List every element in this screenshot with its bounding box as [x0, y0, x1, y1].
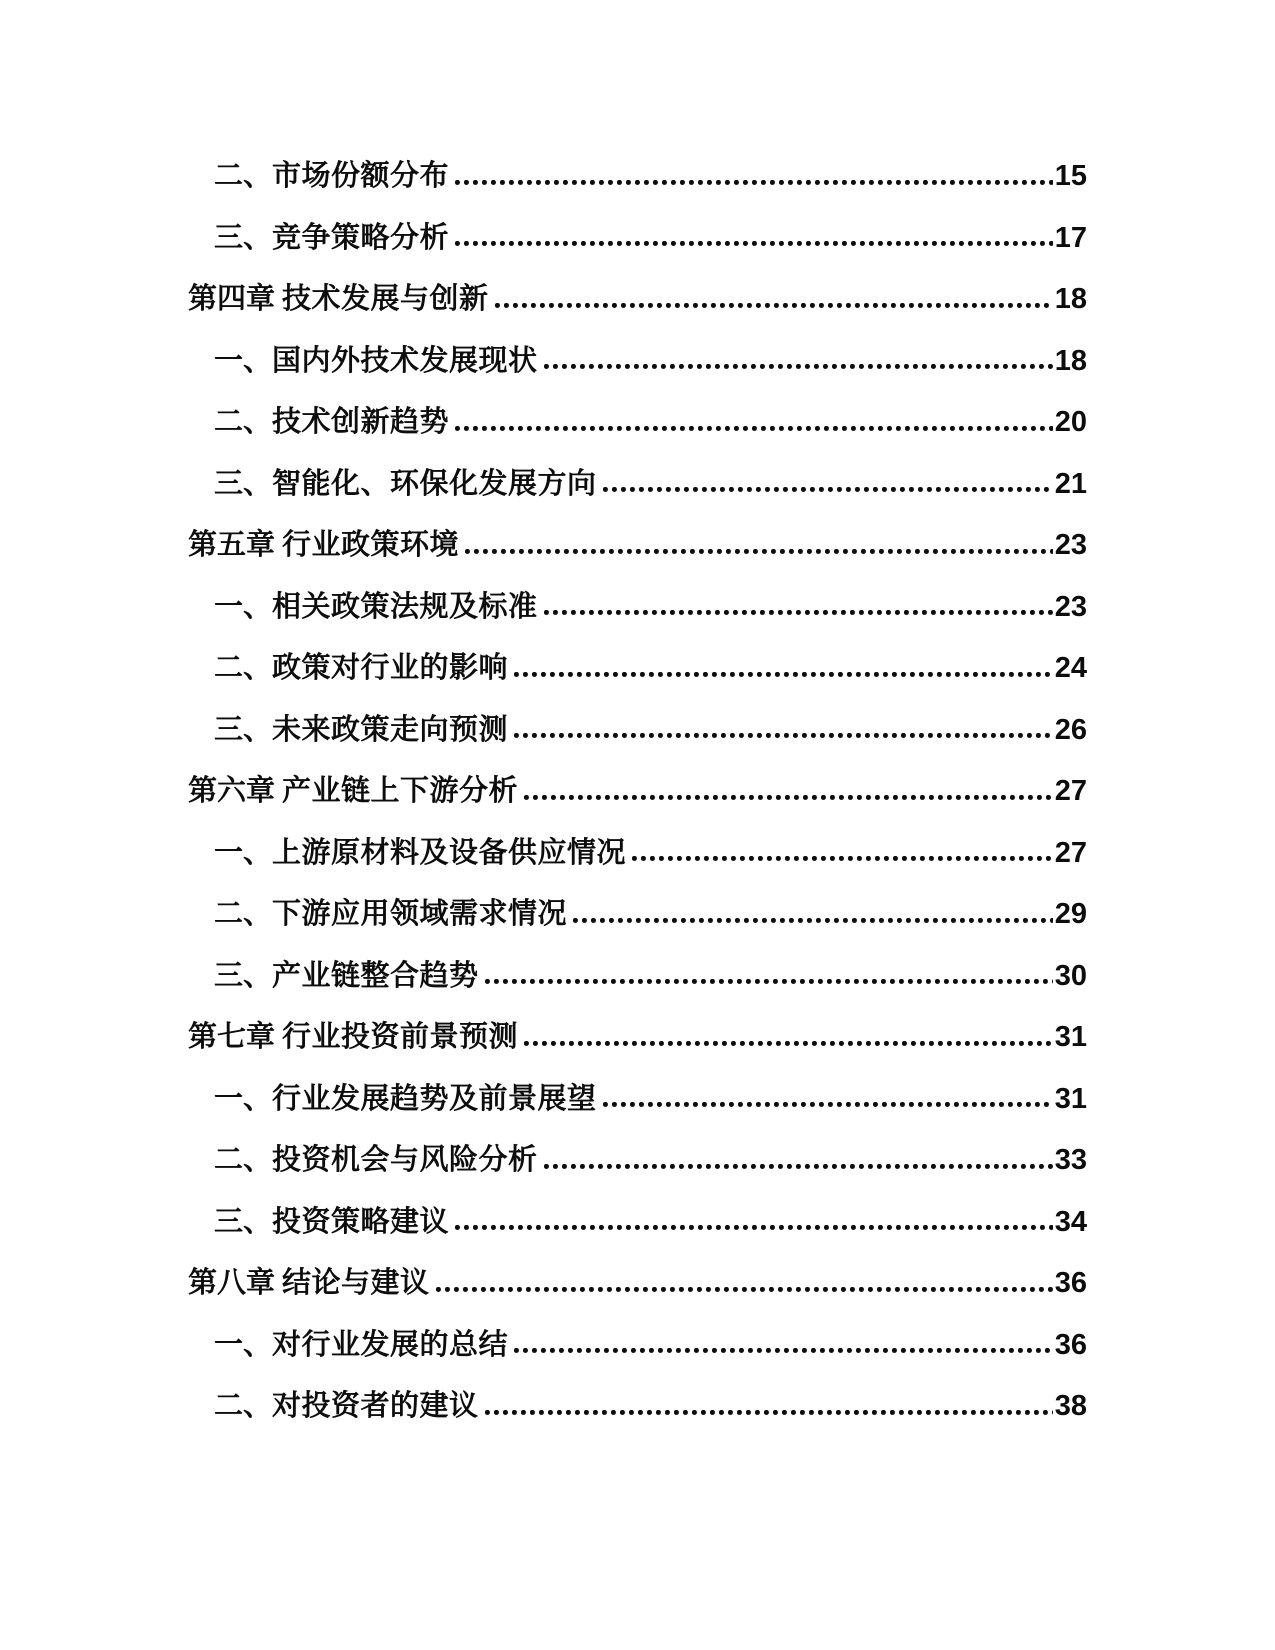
toc-entry-item-1[interactable] — [188, 192, 1087, 254]
toc-entry-item-4[interactable] — [188, 376, 1087, 438]
toc-entry-title: 投资机会与风险分析 — [272, 1144, 538, 1177]
toc-entry-title: 下游应用领域需求情况 — [272, 898, 568, 931]
toc-entry-number: 二、 — [214, 1390, 273, 1423]
dot-leader-icon — [632, 856, 1053, 861]
toc-entry-number: 三、 — [214, 713, 273, 746]
toc-entry-title: 产业链上下游分析 — [282, 775, 519, 808]
toc-entry-number: 二、 — [214, 406, 273, 439]
toc-entry-page-number: 31 — [1054, 1021, 1087, 1054]
toc-entry-number: 三、 — [214, 467, 273, 500]
toc-entry-number: 一、 — [214, 1082, 273, 1115]
toc-entry-page-number: 34 — [1054, 1205, 1087, 1238]
toc-entry-item-12[interactable] — [188, 868, 1087, 930]
toc-entry-item-8[interactable] — [188, 622, 1087, 684]
toc-entry-number: 二、 — [214, 652, 273, 685]
dot-leader-icon — [455, 180, 1053, 185]
toc-entry-page-number: 38 — [1054, 1390, 1087, 1423]
toc-entry-item-5[interactable] — [188, 438, 1087, 500]
toc-entry-page-number: 23 — [1054, 590, 1087, 623]
toc-entry-page-number: 36 — [1054, 1267, 1087, 1300]
toc-entry-number: 三、 — [214, 959, 273, 992]
toc-entry-page-number: 27 — [1054, 775, 1087, 808]
dot-leader-icon — [514, 733, 1053, 738]
toc-entry-item-13[interactable] — [188, 930, 1087, 992]
toc-entry-item-19[interactable] — [188, 1299, 1087, 1361]
dot-leader-icon — [455, 241, 1053, 246]
toc-entry-number: 一、 — [214, 836, 273, 869]
toc-entry-title: 技术发展与创新 — [282, 283, 489, 316]
dot-leader-icon — [495, 303, 1053, 308]
dot-leader-icon — [524, 795, 1053, 800]
toc-entry-title: 投资策略建议 — [272, 1205, 450, 1238]
dot-leader-icon — [544, 364, 1053, 369]
toc-entry-number: 第七章 — [188, 1021, 276, 1054]
toc-entry-page-number: 18 — [1054, 344, 1087, 377]
toc-entry-title: 对投资者的建议 — [272, 1390, 479, 1423]
toc-entry-page-number: 18 — [1054, 283, 1087, 316]
dot-leader-icon — [485, 1410, 1053, 1415]
toc-entry-number: 一、 — [214, 590, 273, 623]
dot-leader-icon — [573, 918, 1053, 923]
dot-leader-icon — [455, 426, 1053, 431]
toc-entry-title: 产业链整合趋势 — [272, 959, 479, 992]
dot-leader-icon — [524, 1041, 1053, 1046]
toc-entry-number: 三、 — [214, 1205, 273, 1238]
toc-entry-number: 二、 — [214, 1144, 273, 1177]
toc-entry-title: 政策对行业的影响 — [272, 652, 509, 685]
toc-entry-page-number: 20 — [1054, 406, 1087, 439]
toc-entry-number: 第六章 — [188, 775, 276, 808]
dot-leader-icon — [514, 672, 1053, 677]
toc-entry-item-11[interactable] — [188, 807, 1087, 869]
dot-leader-icon — [485, 979, 1053, 984]
toc-entry-title: 竞争策略分析 — [272, 221, 450, 254]
toc-entry-title: 对行业发展的总结 — [272, 1328, 509, 1361]
dot-leader-icon — [603, 487, 1053, 492]
toc-entry-title: 技术创新趋势 — [272, 406, 450, 439]
toc-entry-page-number: 17 — [1054, 221, 1087, 254]
toc-entry-page-number: 23 — [1054, 529, 1087, 562]
toc-entry-number: 一、 — [214, 344, 273, 377]
toc-entry-item-7[interactable] — [188, 561, 1087, 623]
table-of-contents — [188, 130, 1087, 1422]
toc-entry-page-number: 24 — [1054, 652, 1087, 685]
dot-leader-icon — [544, 610, 1053, 615]
toc-entry-page-number: 15 — [1054, 160, 1087, 193]
toc-entry-title: 相关政策法规及标准 — [272, 590, 538, 623]
toc-entry-chapter-14[interactable] — [188, 991, 1087, 1053]
toc-entry-number: 三、 — [214, 221, 273, 254]
toc-entry-number: 第四章 — [188, 283, 276, 316]
toc-entry-number: 第八章 — [188, 1267, 276, 1300]
toc-entry-number: 二、 — [214, 160, 273, 193]
toc-entry-item-20[interactable] — [188, 1360, 1087, 1422]
toc-entry-title: 行业政策环境 — [282, 529, 460, 562]
toc-entry-page-number: 27 — [1054, 836, 1087, 869]
dot-leader-icon — [455, 1225, 1053, 1230]
toc-entry-item-16[interactable] — [188, 1114, 1087, 1176]
toc-entry-item-17[interactable] — [188, 1176, 1087, 1238]
toc-entry-page-number: 30 — [1054, 959, 1087, 992]
toc-entry-chapter-2[interactable] — [188, 253, 1087, 315]
toc-entry-title: 智能化、环保化发展方向 — [272, 467, 597, 500]
toc-entry-number: 一、 — [214, 1328, 273, 1361]
toc-entry-page-number: 33 — [1054, 1144, 1087, 1177]
dot-leader-icon — [544, 1164, 1053, 1169]
toc-entry-number: 第五章 — [188, 529, 276, 562]
toc-entry-item-9[interactable] — [188, 684, 1087, 746]
toc-entry-chapter-6[interactable] — [188, 499, 1087, 561]
toc-entry-title: 行业投资前景预测 — [282, 1021, 519, 1054]
toc-entry-title: 行业发展趋势及前景展望 — [272, 1082, 597, 1115]
toc-entry-item-3[interactable] — [188, 315, 1087, 377]
toc-entry-number: 二、 — [214, 898, 273, 931]
dot-leader-icon — [514, 1348, 1053, 1353]
toc-entry-page-number: 29 — [1054, 898, 1087, 931]
toc-entry-item-15[interactable] — [188, 1053, 1087, 1115]
toc-entry-page-number: 26 — [1054, 713, 1087, 746]
toc-entry-title: 市场份额分布 — [272, 160, 450, 193]
toc-entry-page-number: 31 — [1054, 1082, 1087, 1115]
toc-entry-title: 未来政策走向预测 — [272, 713, 509, 746]
toc-entry-title: 结论与建议 — [282, 1267, 430, 1300]
toc-entry-chapter-18[interactable] — [188, 1237, 1087, 1299]
toc-entry-title: 上游原材料及设备供应情况 — [272, 836, 627, 869]
toc-entry-title: 国内外技术发展现状 — [272, 344, 538, 377]
dot-leader-icon — [436, 1287, 1053, 1292]
toc-entry-page-number: 36 — [1054, 1328, 1087, 1361]
dot-leader-icon — [603, 1102, 1053, 1107]
toc-entry-page-number: 21 — [1054, 467, 1087, 500]
dot-leader-icon — [465, 549, 1053, 554]
toc-entry-chapter-10[interactable] — [188, 745, 1087, 807]
toc-entry-item-0[interactable] — [188, 130, 1087, 192]
